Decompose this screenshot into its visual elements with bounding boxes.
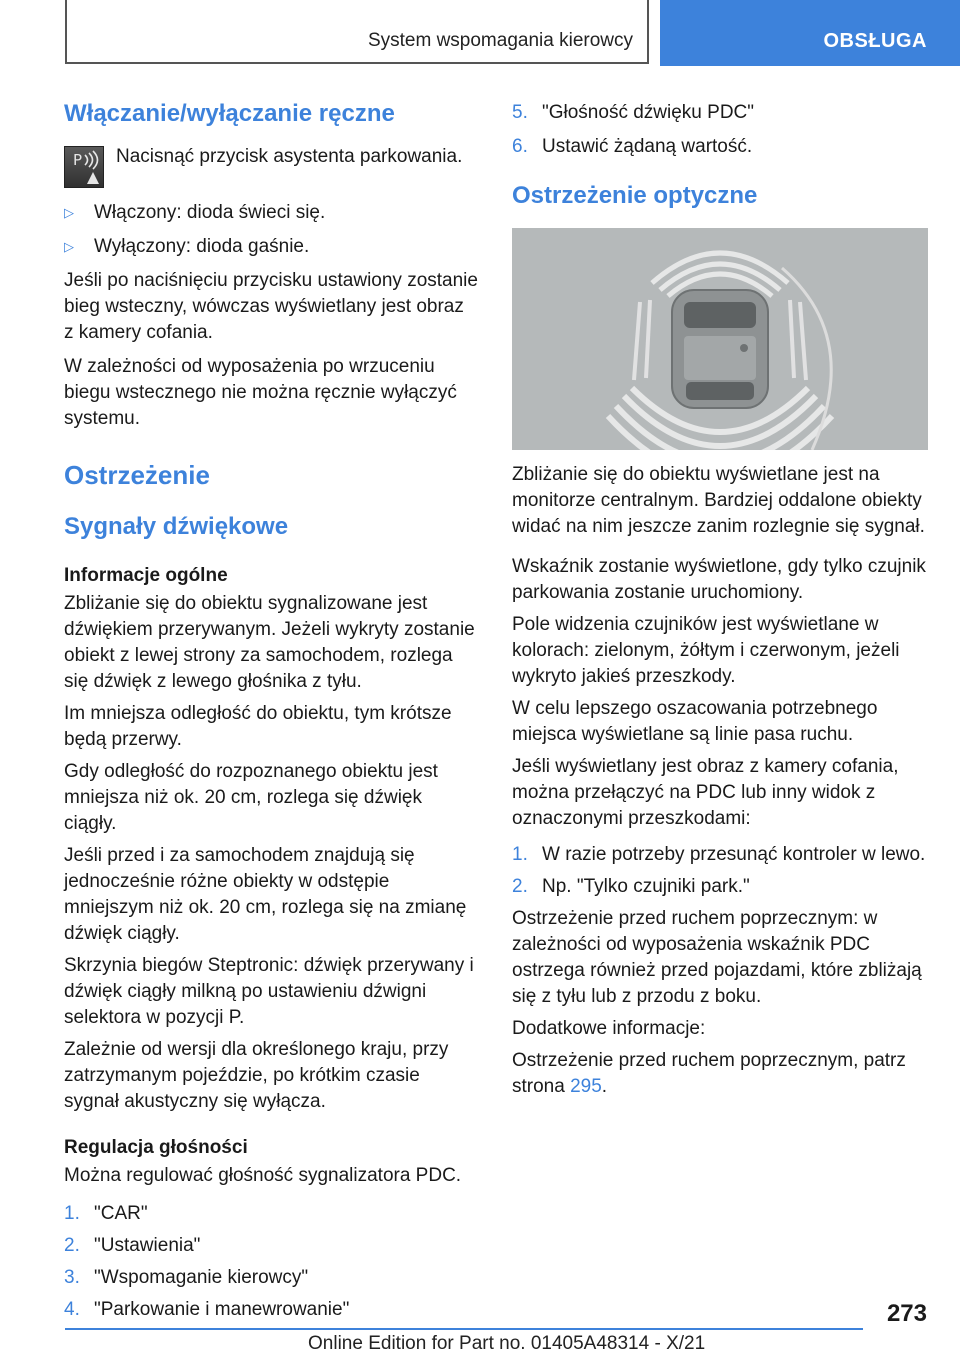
step-item: 5. "Głośność dźwięku PDC" (512, 102, 755, 123)
step-item: 3. "Wspomaganie kierowcy" (64, 1267, 309, 1288)
paragraph: Gdy odległość do rozpoznanego obiektu jest mniejsza niż ok. 20 cm, rozlega się dźwięk ciągły. (64, 761, 438, 834)
paragraph: Jeśli przed i za samochodem znajdują się jednocześnie różne obiekty w odstępie mniejszym niż ok. 20 cm, rozlega się na zmianę dźwięk ciągły. (64, 845, 467, 944)
paragraph: Zbliżanie się do obiektu sygnalizowane jest dźwiękiem przerywanym. Jeżeli wykryty zostanie obiekt z lewej strony za samochodem, rozlega się dźwięk z lewego głośnika z tyłu. (64, 593, 475, 692)
step-item: 2. Np. "Tylko czujniki park." (512, 876, 750, 897)
header-box (65, 0, 649, 64)
pdc-display-illustration (512, 228, 928, 450)
footer-edition: Online Edition for Part no. 01405A48314 - X/21 (308, 1333, 706, 1354)
paragraph: W celu lepszego oszacowania potrzebnego miejsca wyświetlane są linie pasa ruchu. (512, 698, 878, 745)
paragraph: Zbliżanie się do obiektu wyświetlane jest na monitorze centralnym. Bardziej oddalone obiekty widać na nim jeszcze zanim rozlegnie się sygnał. (512, 464, 925, 537)
paragraph: Skrzynia biegów Steptronic: dźwięk przerywany i dźwięk ciągły milkną po ustawieniu dźwigni selektora w pozycji P. (64, 955, 474, 1028)
paragraph: Pole widzenia czujników jest wyświetlane w kolorach: zielonym, żółtym i czerwonym, jeżeli wykryto jakieś przeszkody. (512, 614, 900, 687)
header-title: System wspomagania kierowcy (367, 30, 633, 51)
bullet-arrow-icon: ▷ (64, 205, 74, 220)
paragraph: Im mniejsza odległość do obiektu, tym krótsze będą przerwy. (64, 703, 452, 750)
step-item: 2. "Ustawienia" (64, 1235, 201, 1256)
svg-text:P: P (73, 151, 83, 169)
heading-general-info: Informacje ogólne (64, 565, 228, 586)
heading-optical-warning: Ostrzeżenie optyczne (512, 182, 758, 209)
list-item: ▷ Włączony: dioda świeci się. (64, 200, 478, 226)
heading-manual-toggle: Włączanie/wyłączanie ręczne (64, 100, 395, 127)
step-item: 1. "CAR" (64, 1203, 148, 1224)
paragraph: Ostrzeżenie przed ruchem poprzecznym: w zależności od wyposażenia wskaźnik PDC ostrzega również przed pojazdami, które zbliżają się z tyłu lub z przodu z boku. (512, 908, 922, 1007)
left-column (64, 100, 478, 1323)
bullet-arrow-icon: ▷ (64, 239, 74, 254)
park-assist-instruction: Nacisnąć przycisk asystenta parkowania. (116, 146, 463, 167)
heading-volume: Regulacja głośności (64, 1137, 248, 1158)
footer-divider (65, 1328, 863, 1330)
section-tab-label: OBSŁUGA (823, 30, 927, 52)
paragraph: Jeśli po naciśnięciu przycisku ustawiony zostanie bieg wsteczny, wówczas wyświetlany jest obraz z kamery cofania. (64, 270, 478, 343)
step-item: 6. Ustawić żądaną wartość. (512, 136, 753, 157)
right-column (512, 100, 928, 1100)
paragraph: Można regulować głośność sygnalizatora PDC. (64, 1165, 462, 1186)
page-number: 273 (886, 1300, 927, 1327)
paragraph: Dodatkowe informacje: (512, 1018, 706, 1039)
park-assist-button-icon (64, 146, 104, 188)
step-item: 4. "Parkowanie i manewrowanie" (64, 1299, 350, 1320)
list-item: ▷ Wyłączony: dioda gaśnie. (64, 234, 478, 260)
paragraph: Ostrzeżenie przed ruchem poprzecznym, patrz strona 295. (512, 1050, 906, 1097)
paragraph: W zależności od wyposażenia po wrzuceniu biegu wstecznego nie można ręcznie wyłączyć systemu. (64, 356, 457, 429)
paragraph: Zależnie od wersji dla określonego kraju, przy zatrzymanym pojeździe, po krótkim czasie sygnał akustyczny się wyłącza. (64, 1039, 449, 1112)
heading-sound-signals: Sygnały dźwiękowe (64, 513, 289, 540)
step-item: 1. W razie potrzeby przesunąć kontroler w lewo. (512, 844, 926, 865)
paragraph: Wskaźnik zostanie wyświetlone, gdy tylko czujnik parkowania zostanie uruchomiony. (512, 556, 926, 603)
paragraph: Jeśli wyświetlany jest obraz z kamery cofania, można przełączyć na PDC lub inny widok z oznaczonymi przeszkodami: (512, 756, 899, 829)
section-tab (660, 0, 960, 66)
heading-warning: Ostrzeżenie (64, 460, 210, 490)
page-reference-link[interactable]: 295 (570, 1076, 602, 1097)
park-assist-button-row (64, 140, 478, 196)
